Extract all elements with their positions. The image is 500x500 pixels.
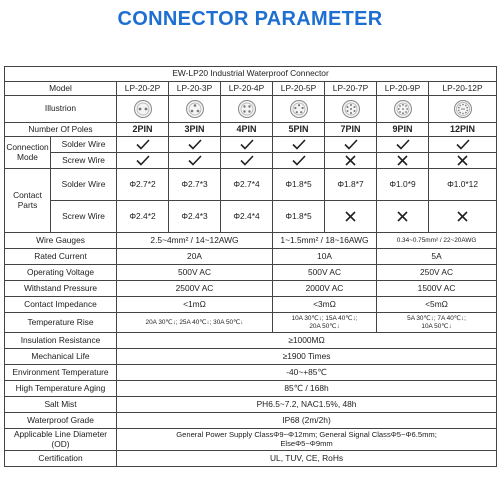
check-icon	[344, 139, 358, 150]
operating-voltage-a: 500V AC	[117, 265, 273, 281]
check-icon	[396, 139, 410, 150]
waterproof-row	[5, 413, 497, 429]
salt-mist-row	[5, 397, 497, 413]
withstand-pressure-row	[5, 281, 497, 297]
rated-current-row	[5, 249, 497, 265]
insulation-row	[5, 333, 497, 349]
contact-cell: Φ2.4*4	[221, 201, 273, 233]
mark-cell	[325, 153, 377, 169]
mechanical-label: Mechanical Life	[5, 349, 117, 365]
cross-icon	[345, 211, 356, 222]
cross-icon	[457, 155, 468, 166]
pin-9-icon	[393, 99, 413, 119]
contact-screw-label: Screw Wire	[51, 201, 117, 233]
contact-impedance-row	[5, 297, 497, 313]
contact-impedance-b: <3mΩ	[273, 297, 377, 313]
temperature-rise-b-line2: 20A 50℃↓	[309, 322, 340, 330]
line-diameter-value	[117, 429, 497, 451]
rated-current-c: 5A	[377, 249, 497, 265]
line-diameter-line2: ElseΦ5~Φ9mm	[280, 438, 333, 448]
contact-cell: Φ1.0*12	[429, 169, 497, 201]
connection-mode-label: Connection Mode	[5, 137, 51, 169]
poles-cell: 9PIN	[377, 123, 429, 137]
page-title: CONNECTOR PARAMETER	[117, 8, 383, 30]
contact-screw-row	[5, 201, 497, 233]
temperature-rise-a: 20A 30℃↓; 25A 40℃↓; 30A 50℃↓	[117, 313, 273, 333]
pin-12-icon	[453, 99, 473, 119]
wire-gauges-a: 2.5~4mm² / 14~12AWG	[117, 233, 273, 249]
salt-mist-label: Salt Mist	[5, 397, 117, 413]
rated-current-a: 20A	[117, 249, 273, 265]
temperature-rise-label: Temperature Rise	[5, 313, 117, 333]
contact-cell: Φ1.8*7	[325, 169, 377, 201]
certification-row	[5, 451, 497, 467]
model-cell: LP-20-7P	[325, 82, 377, 96]
environment-label: Environment Temperature	[5, 365, 117, 381]
mark-cell	[169, 137, 221, 153]
connection-solder-row	[5, 137, 497, 153]
waterproof-value: IP68 (2m/2h)	[117, 413, 497, 429]
contact-impedance-label: Contact Impedance	[5, 297, 117, 313]
mechanical-row	[5, 349, 497, 365]
mark-cell	[221, 153, 273, 169]
temperature-rise-c	[377, 313, 497, 333]
mark-cell	[429, 137, 497, 153]
poles-cell: 3PIN	[169, 123, 221, 137]
table-caption: EW-LP20 Industrial Waterproof Connector	[5, 67, 497, 82]
poles-cell: 7PIN	[325, 123, 377, 137]
model-row	[5, 82, 497, 96]
model-cell: LP-20-9P	[377, 82, 429, 96]
contact-cell: Φ2.7*3	[169, 169, 221, 201]
check-icon	[292, 139, 306, 150]
model-cell: LP-20-4P	[221, 82, 273, 96]
illustration-cell	[377, 96, 429, 123]
cross-icon	[345, 155, 356, 166]
contact-cell	[325, 201, 377, 233]
environment-row	[5, 365, 497, 381]
mark-cell	[325, 137, 377, 153]
check-icon	[240, 139, 254, 150]
pin-7-icon	[341, 99, 361, 119]
model-cell: LP-20-5P	[273, 82, 325, 96]
mark-cell	[377, 137, 429, 153]
check-icon	[188, 139, 202, 150]
withstand-pressure-b: 2000V AC	[273, 281, 377, 297]
contact-parts-label: Contact Parts	[5, 169, 51, 233]
poles-row	[5, 123, 497, 137]
operating-voltage-row	[5, 265, 497, 281]
check-icon	[136, 155, 150, 166]
line-diameter-row	[5, 429, 497, 451]
cross-icon	[397, 155, 408, 166]
check-icon	[456, 139, 470, 150]
illustration-cell	[429, 96, 497, 123]
connection-screw-row	[5, 153, 497, 169]
contact-cell	[429, 201, 497, 233]
illustration-cell	[273, 96, 325, 123]
illustrion-row	[5, 96, 497, 123]
poles-cell: 5PIN	[273, 123, 325, 137]
contact-cell: Φ2.4*3	[169, 201, 221, 233]
mechanical-value: ≥1900 Times	[117, 349, 497, 365]
operating-voltage-c: 250V AC	[377, 265, 497, 281]
mark-cell	[221, 137, 273, 153]
pin-4-icon	[237, 99, 257, 119]
contact-cell: Φ2.4*2	[117, 201, 169, 233]
mark-cell	[273, 137, 325, 153]
connection-solder-label: Solder Wire	[51, 137, 117, 153]
operating-voltage-label: Operating Voltage	[5, 265, 117, 281]
high-temp-label: High Temperature Aging	[5, 381, 117, 397]
insulation-label: Insulation Resistance	[5, 333, 117, 349]
cross-icon	[457, 211, 468, 222]
connection-screw-label: Screw Wire	[51, 153, 117, 169]
contact-cell	[377, 201, 429, 233]
insulation-value: ≥1000MΩ	[117, 333, 497, 349]
contact-impedance-c: <5mΩ	[377, 297, 497, 313]
temperature-rise-b-line1: 10A 30℃↓; 15A 40℃↓;	[291, 315, 358, 323]
illustration-cell	[169, 96, 221, 123]
rated-current-b: 10A	[273, 249, 377, 265]
salt-mist-value: PH6.5~7.2, NAC1.5%, 48h	[117, 397, 497, 413]
temperature-rise-c-line1: 5A 30℃↓; 7A 40℃↓;	[407, 315, 466, 323]
certification-label: Certification	[5, 451, 117, 467]
mark-cell	[117, 137, 169, 153]
waterproof-label: Waterproof Grade	[5, 413, 117, 429]
spec-table	[4, 66, 497, 467]
pin-5-icon	[289, 99, 309, 119]
environment-value: -40~+85℃	[117, 365, 497, 381]
line-diameter-label: Applicable Line Diameter (OD)	[5, 429, 117, 451]
temperature-rise-row	[5, 313, 497, 333]
contact-solder-row	[5, 169, 497, 201]
illustration-cell	[325, 96, 377, 123]
check-icon	[188, 155, 202, 166]
illustration-cell	[117, 96, 169, 123]
model-cell: LP-20-12P	[429, 82, 497, 96]
high-temp-value: 85℃ / 168h	[117, 381, 497, 397]
contact-cell: Φ1.8*5	[273, 169, 325, 201]
mark-cell	[273, 153, 325, 169]
model-cell: LP-20-3P	[169, 82, 221, 96]
contact-solder-label: Solder Wire	[51, 169, 117, 201]
poles-cell: 2PIN	[117, 123, 169, 137]
contact-cell: Φ1.8*5	[273, 201, 325, 233]
model-label: Model	[5, 82, 117, 96]
poles-cell: 12PIN	[429, 123, 497, 137]
mark-cell	[429, 153, 497, 169]
pin-3-icon	[185, 99, 205, 119]
wire-gauges-row	[5, 233, 497, 249]
temperature-rise-b	[273, 313, 377, 333]
wire-gauges-c: 0.34~0.75mm² / 22~20AWG	[377, 233, 497, 249]
withstand-pressure-c: 1500V AC	[377, 281, 497, 297]
operating-voltage-b: 500V AC	[273, 265, 377, 281]
rated-current-label: Rated Current	[5, 249, 117, 265]
pin-2-icon	[133, 99, 153, 119]
contact-cell: Φ2.7*4	[221, 169, 273, 201]
contact-cell: Φ1.0*9	[377, 169, 429, 201]
check-icon	[240, 155, 254, 166]
certification-value: UL, TUV, CE, RoHs	[117, 451, 497, 467]
mark-cell	[117, 153, 169, 169]
temperature-rise-c-line2: 10A 50℃↓	[421, 322, 452, 330]
model-cell: LP-20-2P	[117, 82, 169, 96]
cross-icon	[397, 211, 408, 222]
contact-cell: Φ2.7*2	[117, 169, 169, 201]
withstand-pressure-a: 2500V AC	[117, 281, 273, 297]
high-temp-row	[5, 381, 497, 397]
mark-cell	[377, 153, 429, 169]
poles-cell: 4PIN	[221, 123, 273, 137]
check-icon	[136, 139, 150, 150]
poles-label: Number Of Poles	[5, 123, 117, 137]
wire-gauges-label: Wire Gauges	[5, 233, 117, 249]
line-diameter-line1: General Power Supply ClassΦ9~Φ12mm; General Signal ClassΦ5~Φ6.5mm;	[176, 429, 437, 439]
illustration-cell	[221, 96, 273, 123]
mark-cell	[169, 153, 221, 169]
contact-impedance-a: <1mΩ	[117, 297, 273, 313]
wire-gauges-b: 1~1.5mm² / 18~16AWG	[273, 233, 377, 249]
check-icon	[292, 155, 306, 166]
illustrion-label: Illustrion	[5, 96, 117, 123]
withstand-pressure-label: Withstand Pressure	[5, 281, 117, 297]
